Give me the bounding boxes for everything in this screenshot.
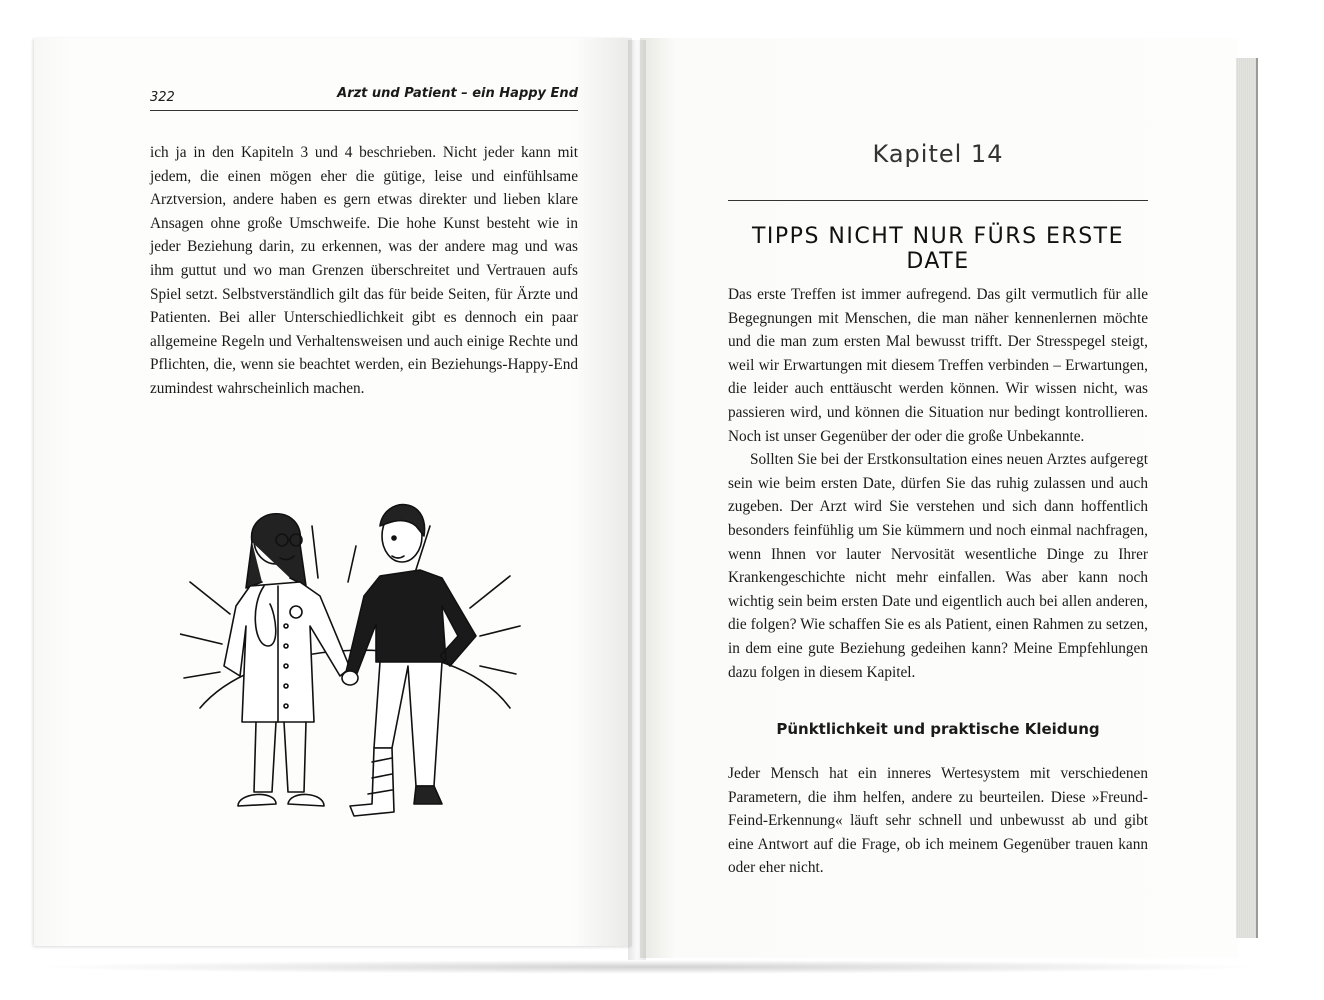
section-heading: Pünktlichkeit und praktische Kleidung [776, 720, 1100, 738]
header-rule [150, 110, 578, 111]
book-shadow [30, 960, 1270, 974]
page-number: 322 [150, 90, 175, 105]
chapter-label: Kapitel 14 [872, 140, 1004, 168]
book-gutter [628, 40, 646, 960]
doctor-patient-illustration [180, 486, 540, 836]
paragraph: Jeder Mensch hat ein inneres Wertesystem mit verschiedenen Parametern, die ihm helfen, andere zu beurteilen. Diese »Freund-Feind-Erkennung« läuft sehr schnell und unbewusst ab und gibt eine Antwort auf die Frage, ob ich meinem Gegenüber trauen kann oder eher nicht. [728, 765, 1148, 877]
running-title: Arzt und Patient – ein Happy End [337, 86, 578, 101]
left-body-text [150, 141, 578, 401]
section-body-text [728, 762, 1148, 880]
chapter-intro-text [728, 283, 1148, 684]
chapter-rule [728, 200, 1148, 201]
left-paragraph: ich ja in den Kapiteln 3 und 4 beschrieben. Nicht jeder kann mit jedem, die einen mögen eher die gütige, leise und einfühlsame Arztversion, andere haben es gern etwas direkter und lieben klare Ansagen ohne große Umschweife. Die hohe Kunst besteht wie in jeder Beziehung darin, zu erkennen, was der andere mag und was ihm guttut und wo man Grenzen überschreitet und Vertrauen aufs Spiel setzt. Selbstverständlich gilt das für beide Seiten, für Ärzte und Patienten. Bei aller Unterschiedlichkeit gibt es dennoch ein paar allgemeine Regeln und Verhaltensweisen und auch einige Rechte und Pflichten, die, wenn sie beachtet werden, ein Beziehungs-Happy-End zumindest wahrscheinlich machen. [150, 144, 578, 397]
page-edges [1236, 58, 1258, 938]
paragraph: Sollten Sie bei der Erstkonsultation eines neuen Arztes aufgeregt sein wie beim ersten Date, dürfen Sie das ruhig zulassen und auch zugeben. Der Arzt wird Sie verstehen und sich dann hoffentlich besonders feinfühlig um Sie kümmern und noch einmal nachfragen, wenn Ihnen vor lauter Nervosität wesentliche Dinge zu Ihrer Krankengeschichte nicht mehr einfallen. Was aber kann noch wichtig sein beim ersten Date und eigentlich auch bei allen anderen, die folgen? Wie schaffen Sie es als Patient, einen Rahmen zu setzen, in dem eine gute Beziehung gedeihen kann? Meine Empfehlungen dazu folgen in diesem Kapitel. [728, 451, 1148, 681]
chapter-title: TIPPS NICHT NUR FÜRS ERSTE DATE [751, 224, 1125, 274]
running-head [150, 86, 578, 110]
paragraph: Das erste Treffen ist immer aufregend. Das gilt vermutlich für alle Begegnungen mit Menschen, die man näher kennenlernen möchte und die man zum ersten Mal bewusst trifft. Der Stresspegel steigt, weil wir Erwartungen mit diesem Treffen verbinden – Erwartungen, die leider auch enttäuscht werden können. Wir wissen nicht, was passieren wird, und können die Situation nur bedingt kontrollieren. Noch ist unser Gegenüber der oder die große Unbekannte. [728, 286, 1148, 445]
